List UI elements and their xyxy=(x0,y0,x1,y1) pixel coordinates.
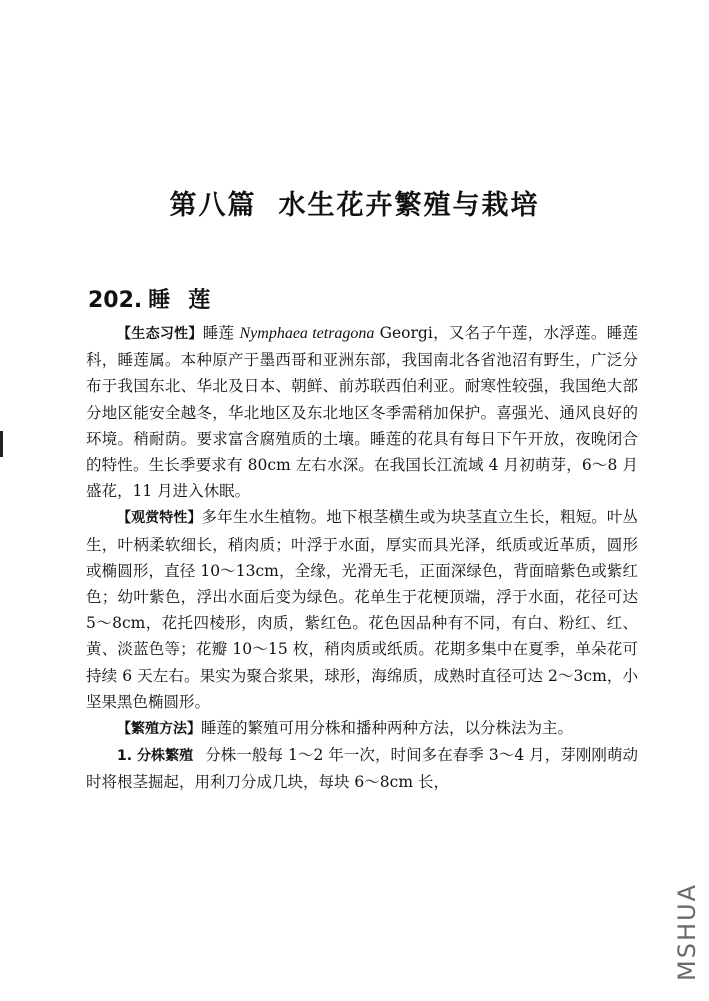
propagation-label: 【繁殖方法】 xyxy=(117,721,201,738)
margin-mark xyxy=(0,431,3,457)
entry-number: 202. xyxy=(88,288,143,313)
entry-name: 睡莲 xyxy=(148,287,229,313)
chapter-title xyxy=(0,183,709,222)
scientific-name: Nymphaea tetragona xyxy=(239,325,375,342)
ecology-label: 【生态习性】 xyxy=(117,326,203,342)
ecology-text-b: Georgi，又名子午莲，水浮莲。睡莲科，睡莲属。本种原产于墨西哥和亚洲东部，我国南北各省池沼有野生，广泛分布于我国东北、华北及日本、朝鲜、前苏联西伯利亚。耐寒性较强，我国绝大部分地区能安全越冬，华北地区及东北地区冬季需稍加保护。喜强光、通风良好的环境。稍耐荫。要求富含腐殖质的土壤。睡莲的花具有每日下午开放，夜晚闭合的特性。生长季要求有 80cm 左右水深。在我国长江流域 4 月初萌芽，6～8 月盛花，11 月进入休眠。 xyxy=(86,324,638,501)
ecology-paragraph xyxy=(86,320,638,504)
ornamental-label: 【观赏特性】 xyxy=(117,510,202,527)
chapter-title-text: 水生花卉繁殖与栽培 xyxy=(278,190,540,221)
propagation-text: 睡莲的繁殖可用分株和播种两种方法，以分株法为主。 xyxy=(201,719,574,738)
division-text: 分株一般每 1～2 年一次，时间多在春季 3～4 月，芽刚刚萌动时将根茎掘起，用利刀分成几块，每块 6～8cm 长， xyxy=(86,746,639,792)
division-paragraph xyxy=(86,742,638,795)
entry-heading xyxy=(88,283,228,314)
ornamental-paragraph xyxy=(86,504,638,715)
ornamental-text: 多年生水生植物。地下根茎横生或为块茎直立生长，粗短。叶丛生，叶柄柔软细长，稍肉质；叶浮于水面，厚实而具光泽，纸质或近革质，圆形或椭圆形，直径 10～13cm，全缘，光滑无毛，正面深绿色，背面暗紫色或紫红色；幼叶紫色，浮出水面后变为绿色。花单生于花梗顶端，浮于水面，花径可达 5～8cm，花托四棱形，肉质，紫红色。花色因品种有不同，有白、粉红、红、黄、淡蓝色等；花瓣 10～15 枚，稍肉质或纸质。花期多集中在夏季，单朵花可持续 6 天左右。果实为聚合浆果，球形，海绵质，成熟时直径可达 2～3cm，小坚果黑色椭圆形。 xyxy=(86,508,638,711)
article-body xyxy=(86,320,638,796)
ecology-text-a: 睡莲 xyxy=(202,324,240,342)
division-label: 1. 分株繁殖 xyxy=(117,748,194,765)
chapter-number: 第八篇 xyxy=(169,190,257,221)
watermark: MSHUA xyxy=(673,883,701,981)
propagation-paragraph xyxy=(86,715,638,742)
